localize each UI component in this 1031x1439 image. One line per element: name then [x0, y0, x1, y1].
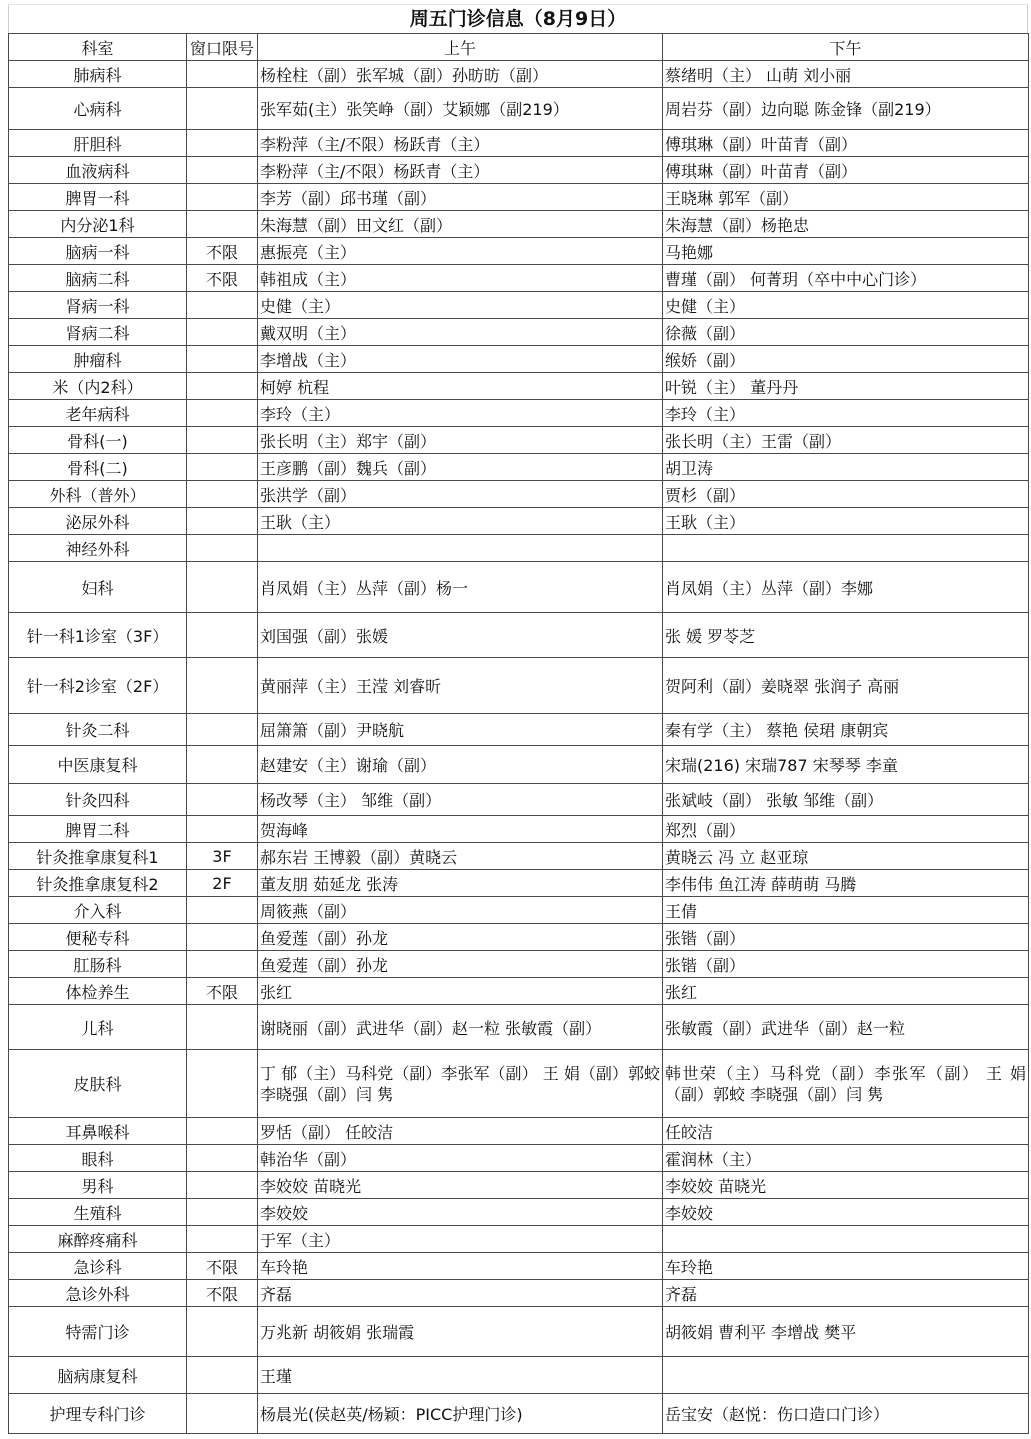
afternoon-doctors-cell: 霍润林（主） [663, 1145, 1029, 1172]
table-row [9, 400, 1029, 427]
afternoon-doctors-cell: 张红 [663, 978, 1029, 1005]
window-limit-cell [187, 88, 258, 130]
morning-doctors-cell: 肖凤娟（主）丛萍（副）杨一 [258, 562, 663, 613]
window-limit-cell [187, 951, 258, 978]
afternoon-doctors-cell: 贾杉（副） [663, 481, 1029, 508]
window-limit-cell [187, 816, 258, 843]
morning-doctors-cell: 惠振亮（主） [258, 238, 663, 265]
afternoon-doctors-cell: 胡筱娟 曹利平 李增战 樊平 [663, 1307, 1029, 1357]
afternoon-doctors-cell: 车玲艳 [663, 1253, 1029, 1280]
afternoon-doctors-cell: 张锴（副） [663, 951, 1029, 978]
table-row [9, 1357, 1029, 1394]
window-limit-cell [187, 714, 258, 746]
header-am: 上午 [258, 34, 663, 61]
afternoon-doctors-cell: 宋瑞(216) 宋瑞787 宋琴琴 李童 [663, 746, 1029, 784]
window-limit-cell [187, 319, 258, 346]
window-limit-cell [187, 400, 258, 427]
morning-doctors-cell [258, 535, 663, 562]
table-row [9, 427, 1029, 454]
dept-cell: 妇科 [9, 562, 187, 613]
afternoon-doctors-cell: 胡卫涛 [663, 454, 1029, 481]
window-limit-cell: 3F [187, 843, 258, 870]
table-row [9, 292, 1029, 319]
morning-doctors-cell: 王彦鹏（副）魏兵（副） [258, 454, 663, 481]
table-row [9, 346, 1029, 373]
afternoon-doctors-cell: 马艳娜 [663, 238, 1029, 265]
dept-cell: 肛肠科 [9, 951, 187, 978]
afternoon-doctors-cell: 朱海慧（副）杨艳忠 [663, 211, 1029, 238]
window-limit-cell [187, 1357, 258, 1394]
morning-doctors-cell: 鱼爱莲（副）孙龙 [258, 951, 663, 978]
dept-cell: 针一科1诊室（3F） [9, 613, 187, 658]
window-limit-cell [187, 157, 258, 184]
afternoon-doctors-cell: 肖凤娟（主）丛萍（副）李娜 [663, 562, 1029, 613]
dept-cell: 脾胃二科 [9, 816, 187, 843]
morning-doctors-cell: 朱海慧（副）田文红（副） [258, 211, 663, 238]
morning-doctors-cell: 贺海峰 [258, 816, 663, 843]
dept-cell: 神经外科 [9, 535, 187, 562]
table-row [9, 1050, 1029, 1118]
afternoon-doctors-cell [663, 1226, 1029, 1253]
table-row [9, 1280, 1029, 1307]
morning-doctors-cell: 李姣姣 [258, 1199, 663, 1226]
afternoon-doctors-cell: 王晓琳 郭军（副） [663, 184, 1029, 211]
dept-cell: 体检养生 [9, 978, 187, 1005]
dept-cell: 特需门诊 [9, 1307, 187, 1357]
dept-cell: 急诊科 [9, 1253, 187, 1280]
morning-doctors-cell: 李粉萍（主/不限）杨跃青（主） [258, 157, 663, 184]
afternoon-doctors-cell: 张敏霞（副）武进华（副）赵一粒 [663, 1005, 1029, 1050]
window-limit-cell [187, 1199, 258, 1226]
afternoon-doctors-cell: 周岩芬（副）边向聪 陈金锋（副219） [663, 88, 1029, 130]
dept-cell: 脑病康复科 [9, 1357, 187, 1394]
table-row [9, 1253, 1029, 1280]
afternoon-doctors-cell: 齐磊 [663, 1280, 1029, 1307]
table-row [9, 870, 1029, 897]
dept-cell: 脑病二科 [9, 265, 187, 292]
morning-doctors-cell: 周筱燕（副） [258, 897, 663, 924]
window-limit-cell [187, 373, 258, 400]
morning-doctors-cell: 李姣姣 苗晓光 [258, 1172, 663, 1199]
afternoon-doctors-cell [663, 1357, 1029, 1394]
table-row [9, 1307, 1029, 1357]
table-row [9, 130, 1029, 157]
window-limit-cell [187, 924, 258, 951]
morning-doctors-cell: 张军茹(主）张笑峥（副）艾颖娜（副219） [258, 88, 663, 130]
afternoon-doctors-cell: 任皎洁 [663, 1118, 1029, 1145]
table-row [9, 535, 1029, 562]
afternoon-doctors-cell: 李姣姣 苗晓光 [663, 1172, 1029, 1199]
window-limit-cell [187, 562, 258, 613]
dept-cell: 脑病一科 [9, 238, 187, 265]
window-limit-cell: 不限 [187, 978, 258, 1005]
window-limit-cell [187, 1307, 258, 1357]
dept-cell: 针一科2诊室（2F） [9, 658, 187, 714]
afternoon-doctors-cell: 贺阿利（副）姜晓翠 张润子 高丽 [663, 658, 1029, 714]
dept-cell: 中医康复科 [9, 746, 187, 784]
window-limit-cell: 不限 [187, 238, 258, 265]
table-row [9, 1145, 1029, 1172]
window-limit-cell [187, 1050, 258, 1118]
table-row [9, 562, 1029, 613]
schedule-sheet [8, 4, 1028, 1434]
dept-cell: 介入科 [9, 897, 187, 924]
morning-doctors-cell: 于军（主） [258, 1226, 663, 1253]
table-row [9, 508, 1029, 535]
morning-doctors-cell: 张红 [258, 978, 663, 1005]
morning-doctors-cell: 王耿（主） [258, 508, 663, 535]
window-limit-cell [187, 658, 258, 714]
table-row [9, 1118, 1029, 1145]
morning-doctors-cell: 谢晓丽（副）武进华（副）赵一粒 张敏霞（副） [258, 1005, 663, 1050]
table-row [9, 1199, 1029, 1226]
afternoon-doctors-cell: 张长明（主）王雷（副） [663, 427, 1029, 454]
window-limit-cell [187, 130, 258, 157]
afternoon-doctors-cell: 傅琪琳（副）叶苗青（副） [663, 130, 1029, 157]
dept-cell: 生殖科 [9, 1199, 187, 1226]
dept-cell: 针灸二科 [9, 714, 187, 746]
morning-doctors-cell: 李粉萍（主/不限）杨跃青（主） [258, 130, 663, 157]
afternoon-doctors-cell: 张锴（副） [663, 924, 1029, 951]
afternoon-doctors-cell: 王倩 [663, 897, 1029, 924]
morning-doctors-cell: 杨晨光(侯赵英/杨颖：PICC护理门诊) [258, 1394, 663, 1434]
morning-doctors-cell: 杨改琴（主） 邹维（副） [258, 784, 663, 816]
morning-doctors-cell: 韩祖成（主） [258, 265, 663, 292]
afternoon-doctors-cell: 蔡绪明（主） 山萌 刘小丽 [663, 61, 1029, 88]
page-title: 周五门诊信息（8月9日） [8, 4, 1028, 33]
morning-doctors-cell: 丁 郁（主）马科党（副）李张军（副） 王 娟（副）郭蛟 李晓强（副）闫 隽 [258, 1050, 663, 1118]
dept-cell: 血液病科 [9, 157, 187, 184]
table-row [9, 1172, 1029, 1199]
dept-cell: 针灸四科 [9, 784, 187, 816]
table-row [9, 61, 1029, 88]
morning-doctors-cell: 郝东岩 王博毅（副）黄晓云 [258, 843, 663, 870]
window-limit-cell [187, 897, 258, 924]
table-row [9, 319, 1029, 346]
window-limit-cell [187, 535, 258, 562]
morning-doctors-cell: 韩治华（副） [258, 1145, 663, 1172]
dept-cell: 肝胆科 [9, 130, 187, 157]
dept-cell: 骨科(一) [9, 427, 187, 454]
table-row [9, 784, 1029, 816]
afternoon-doctors-cell: 岳宝安（赵悦：伤口造口门诊） [663, 1394, 1029, 1434]
header-pm: 下午 [663, 34, 1029, 61]
table-row [9, 184, 1029, 211]
afternoon-doctors-cell: 史健（主） [663, 292, 1029, 319]
dept-cell: 耳鼻喉科 [9, 1118, 187, 1145]
afternoon-doctors-cell: 缑娇（副） [663, 346, 1029, 373]
window-limit-cell [187, 1118, 258, 1145]
window-limit-cell [187, 1172, 258, 1199]
table-row [9, 714, 1029, 746]
window-limit-cell: 2F [187, 870, 258, 897]
schedule-table [8, 33, 1029, 1434]
dept-cell: 肾病一科 [9, 292, 187, 319]
dept-cell: 针灸推拿康复科2 [9, 870, 187, 897]
window-limit-cell [187, 1394, 258, 1434]
schedule-rows [9, 61, 1029, 1434]
window-limit-cell [187, 184, 258, 211]
afternoon-doctors-cell: 傅琪琳（副）叶苗青（副） [663, 157, 1029, 184]
window-limit-cell: 不限 [187, 1253, 258, 1280]
table-row [9, 1394, 1029, 1434]
morning-doctors-cell: 屈箫箫（副）尹晓航 [258, 714, 663, 746]
morning-doctors-cell: 李增战（主） [258, 346, 663, 373]
window-limit-cell [187, 292, 258, 319]
dept-cell: 外科（普外） [9, 481, 187, 508]
table-row [9, 211, 1029, 238]
dept-cell: 脾胃一科 [9, 184, 187, 211]
dept-cell: 心病科 [9, 88, 187, 130]
dept-cell: 骨科(二) [9, 454, 187, 481]
table-row [9, 238, 1029, 265]
header-dept: 科室 [9, 34, 187, 61]
window-limit-cell [187, 481, 258, 508]
table-row [9, 746, 1029, 784]
window-limit-cell: 不限 [187, 1280, 258, 1307]
window-limit-cell [187, 427, 258, 454]
afternoon-doctors-cell [663, 535, 1029, 562]
window-limit-cell [187, 1005, 258, 1050]
morning-doctors-cell: 黄丽萍（主）王滢 刘睿昕 [258, 658, 663, 714]
afternoon-doctors-cell: 徐薇（副） [663, 319, 1029, 346]
afternoon-doctors-cell: 王耿（主） [663, 508, 1029, 535]
dept-cell: 泌尿外科 [9, 508, 187, 535]
afternoon-doctors-cell: 郑烈（副） [663, 816, 1029, 843]
morning-doctors-cell: 戴双明（主） [258, 319, 663, 346]
morning-doctors-cell: 鱼爱莲（副）孙龙 [258, 924, 663, 951]
dept-cell: 肿瘤科 [9, 346, 187, 373]
window-limit-cell [187, 346, 258, 373]
table-row [9, 613, 1029, 658]
window-limit-cell [187, 508, 258, 535]
table-row [9, 816, 1029, 843]
morning-doctors-cell: 王瑾 [258, 1357, 663, 1394]
table-row [9, 1005, 1029, 1050]
dept-cell: 老年病科 [9, 400, 187, 427]
morning-doctors-cell: 车玲艳 [258, 1253, 663, 1280]
morning-doctors-cell: 齐磊 [258, 1280, 663, 1307]
dept-cell: 儿科 [9, 1005, 187, 1050]
header-row [9, 34, 1029, 61]
window-limit-cell [187, 1145, 258, 1172]
morning-doctors-cell: 李玲（主） [258, 400, 663, 427]
table-row [9, 897, 1029, 924]
afternoon-doctors-cell: 张斌岐（副） 张敏 邹维（副） [663, 784, 1029, 816]
afternoon-doctors-cell: 李伟伟 鱼江涛 薛萌萌 马腾 [663, 870, 1029, 897]
morning-doctors-cell: 柯婷 杭程 [258, 373, 663, 400]
header-window: 窗口限号 [187, 34, 258, 61]
dept-cell: 便秘专科 [9, 924, 187, 951]
window-limit-cell [187, 211, 258, 238]
morning-doctors-cell: 张洪学（副） [258, 481, 663, 508]
afternoon-doctors-cell: 黄晓云 冯 立 赵亚琼 [663, 843, 1029, 870]
dept-cell: 肺病科 [9, 61, 187, 88]
dept-cell: 米（内2科） [9, 373, 187, 400]
dept-cell: 内分泌1科 [9, 211, 187, 238]
window-limit-cell [187, 1226, 258, 1253]
dept-cell: 皮肤科 [9, 1050, 187, 1118]
dept-cell: 男科 [9, 1172, 187, 1199]
afternoon-doctors-cell: 李玲（主） [663, 400, 1029, 427]
dept-cell: 麻醉疼痛科 [9, 1226, 187, 1253]
window-limit-cell: 不限 [187, 265, 258, 292]
afternoon-doctors-cell: 韩世荣（主）马科党（副）李张军（副） 王 娟（副）郭蛟 李晓强（副）闫 隽 [663, 1050, 1029, 1118]
table-row [9, 658, 1029, 714]
window-limit-cell [187, 784, 258, 816]
morning-doctors-cell: 赵建安（主）谢瑜（副） [258, 746, 663, 784]
table-row [9, 265, 1029, 292]
window-limit-cell [187, 61, 258, 88]
morning-doctors-cell: 史健（主） [258, 292, 663, 319]
table-row [9, 481, 1029, 508]
morning-doctors-cell: 董友朋 茹延龙 张涛 [258, 870, 663, 897]
table-row [9, 978, 1029, 1005]
afternoon-doctors-cell: 张 媛 罗苓芝 [663, 613, 1029, 658]
table-row [9, 924, 1029, 951]
table-row [9, 157, 1029, 184]
window-limit-cell [187, 613, 258, 658]
window-limit-cell [187, 746, 258, 784]
dept-cell: 针灸推拿康复科1 [9, 843, 187, 870]
morning-doctors-cell: 李芳（副）邱书瑾（副） [258, 184, 663, 211]
dept-cell: 护理专科门诊 [9, 1394, 187, 1434]
window-limit-cell [187, 454, 258, 481]
morning-doctors-cell: 杨栓柱（副）张军城（副）孙昉昉（副） [258, 61, 663, 88]
dept-cell: 急诊外科 [9, 1280, 187, 1307]
table-row [9, 373, 1029, 400]
morning-doctors-cell: 刘国强（副）张媛 [258, 613, 663, 658]
afternoon-doctors-cell: 叶锐（主） 董丹丹 [663, 373, 1029, 400]
afternoon-doctors-cell: 曹瑾（副） 何菁玥（卒中中心门诊） [663, 265, 1029, 292]
morning-doctors-cell: 罗恬（副） 任皎洁 [258, 1118, 663, 1145]
table-row [9, 951, 1029, 978]
afternoon-doctors-cell: 李姣姣 [663, 1199, 1029, 1226]
table-row [9, 88, 1029, 130]
table-row [9, 454, 1029, 481]
afternoon-doctors-cell: 秦有学（主） 蔡艳 侯珺 康朝宾 [663, 714, 1029, 746]
dept-cell: 肾病二科 [9, 319, 187, 346]
dept-cell: 眼科 [9, 1145, 187, 1172]
table-row [9, 1226, 1029, 1253]
table-row [9, 843, 1029, 870]
morning-doctors-cell: 张长明（主）郑宇（副） [258, 427, 663, 454]
morning-doctors-cell: 万兆新 胡筱娟 张瑞霞 [258, 1307, 663, 1357]
